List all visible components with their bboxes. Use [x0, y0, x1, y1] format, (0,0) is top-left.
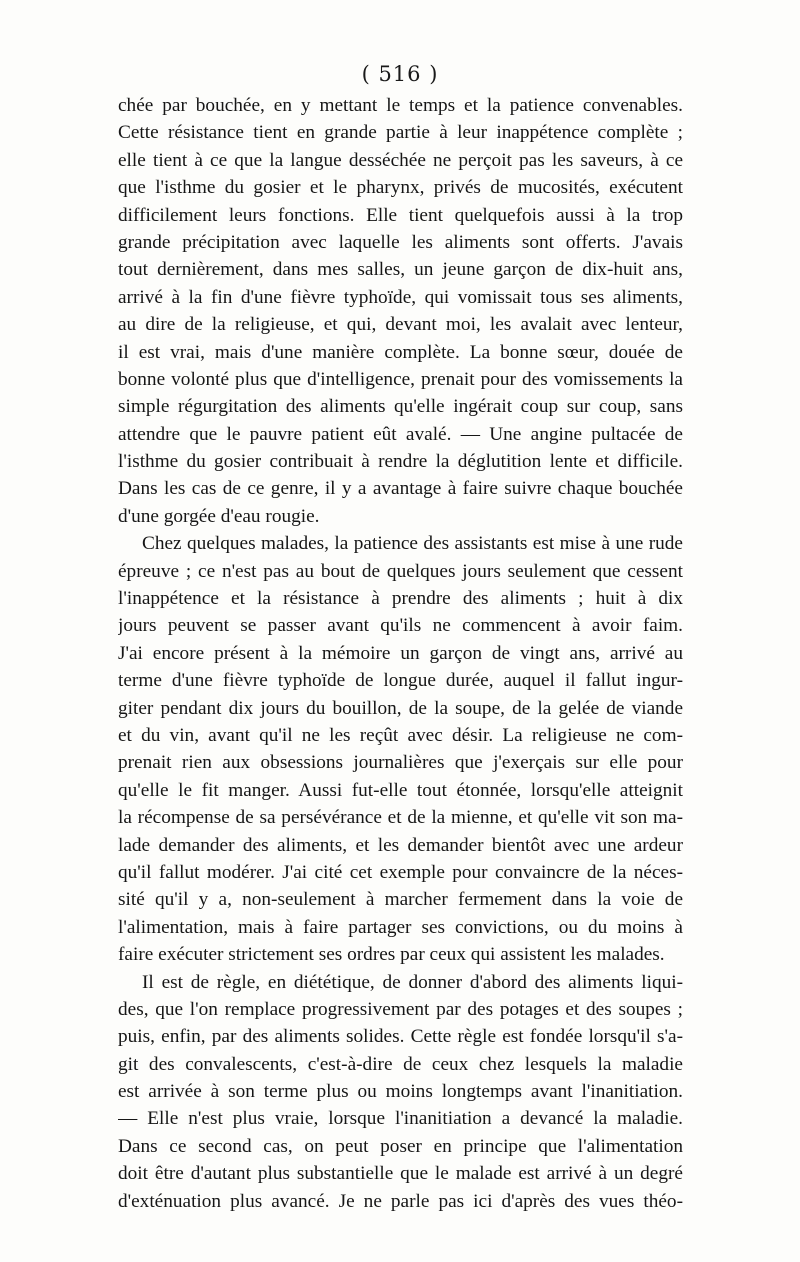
- text-line: d'exténuation plus avancé. Je ne parle pas ici d'après des vues théo-: [118, 1190, 683, 1212]
- text-line: giter pendant dix jours du bouillon, de la soupe, de la gelée de viande: [118, 697, 683, 719]
- text-line: puis, enfin, par des aliments solides. Cette règle est fondée lorsqu'il s'a-: [118, 1026, 683, 1048]
- text-line: et du vin, avant qu'il ne les reçût avec désir. La religieuse ne com-: [118, 724, 683, 746]
- text-line: terme d'une fièvre typhoïde de longue durée, auquel il fallut ingur-: [118, 670, 683, 692]
- body-text: [118, 92, 683, 1215]
- text-line: elle tient à ce que la langue desséchée ne perçoit pas les saveurs, à ce: [118, 149, 683, 171]
- text-line: lade demander des aliments, et les demander bientôt avec une ardeur: [118, 834, 683, 856]
- text-line: tout dernièrement, dans mes salles, un jeune garçon de dix-huit ans,: [118, 259, 683, 281]
- text-line: Il est de règle, en diététique, de donner d'abord des aliments liqui-: [142, 971, 683, 993]
- paragraph-2: [118, 530, 683, 968]
- text-line: au dire de la religieuse, et qui, devant moi, les avalait avec lenteur,: [118, 314, 683, 336]
- text-line: épreuve ; ce n'est pas au bout de quelques jours seulement que cessent: [118, 560, 683, 582]
- text-line: doit être d'autant plus substantielle que le malade est arrivé à un degré: [118, 1163, 683, 1185]
- text-line: chée par bouchée, en y mettant le temps et la patience convenables.: [118, 95, 683, 116]
- text-line: difficilement leurs fonctions. Elle tient quelquefois aussi à la trop: [118, 204, 683, 226]
- text-line: que l'isthme du gosier et le pharynx, privés de mucosités, exécutent: [118, 177, 683, 199]
- text-line: bonne volonté plus que d'intelligence, prenait pour des vomissements la: [118, 368, 683, 390]
- text-line: faire exécuter strictement ses ordres par ceux qui assistent les malades.: [118, 944, 665, 966]
- paragraph-1: [118, 92, 683, 530]
- text-line: attendre que le pauvre patient eût avalé. — Une angine pultacée de: [118, 423, 683, 445]
- text-line: jours peuvent se passer avant qu'ils ne commencent à avoir faim.: [118, 615, 683, 637]
- text-line: l'alimentation, mais à faire partager ses convictions, ou du moins à: [118, 916, 683, 938]
- text-line: d'une gorgée d'eau rougie.: [118, 505, 320, 527]
- page-number: ( 516 ): [361, 62, 439, 86]
- text-line: arrivé à la fin d'une fièvre typhoïde, qui vomissait tous ses aliments,: [118, 286, 683, 308]
- text-line: qu'elle le fit manger. Aussi fut-elle tout étonnée, lorsqu'elle atteignit: [118, 779, 683, 801]
- text-line: sité qu'il y a, non-seulement à marcher fermement dans la voie de: [118, 889, 683, 911]
- text-line: simple régurgitation des aliments qu'elle ingérait coup sur coup, sans: [118, 396, 683, 418]
- text-line: Cette résistance tient en grande partie à leur inappétence complète ;: [118, 122, 683, 144]
- text-line: git des convalescents, c'est-à-dire de ceux chez lesquels la maladie: [118, 1053, 683, 1075]
- text-line: l'inappétence et la résistance à prendre des aliments ; huit à dix: [118, 588, 683, 610]
- text-line: Chez quelques malades, la patience des assistants est mise à une rude: [142, 533, 683, 555]
- text-line: il est vrai, mais d'une manière complète. La bonne sœur, douée de: [118, 341, 683, 363]
- text-line: — Elle n'est plus vraie, lorsque l'inanitiation a devancé la maladie.: [118, 1108, 683, 1130]
- text-line: l'isthme du gosier contribuait à rendre la déglutition lente et difficile.: [118, 451, 683, 473]
- text-line: grande précipitation avec laquelle les aliments sont offerts. J'avais: [118, 231, 683, 253]
- text-line: Dans ce second cas, on peut poser en principe que l'alimentation: [118, 1135, 683, 1157]
- text-line: qu'il fallut modérer. J'ai cité cet exemple pour convaincre de la néces-: [118, 861, 683, 883]
- text-line: J'ai encore présent à la mémoire un garçon de vingt ans, arrivé au: [118, 642, 683, 664]
- text-line: prenait rien aux obsessions journalières que j'exerçais sur elle pour: [118, 752, 683, 774]
- text-line: la récompense de sa persévérance et de la mienne, et qu'elle vit son ma-: [118, 807, 683, 829]
- text-line: est arrivée à son terme plus ou moins longtemps avant l'inanitiation.: [118, 1081, 683, 1103]
- text-line: Dans les cas de ce genre, il y a avantage à faire suivre chaque bouchée: [118, 478, 683, 500]
- paragraph-3: [118, 969, 683, 1216]
- text-line: des, que l'on remplace progressivement par des potages et des soupes ;: [118, 998, 683, 1020]
